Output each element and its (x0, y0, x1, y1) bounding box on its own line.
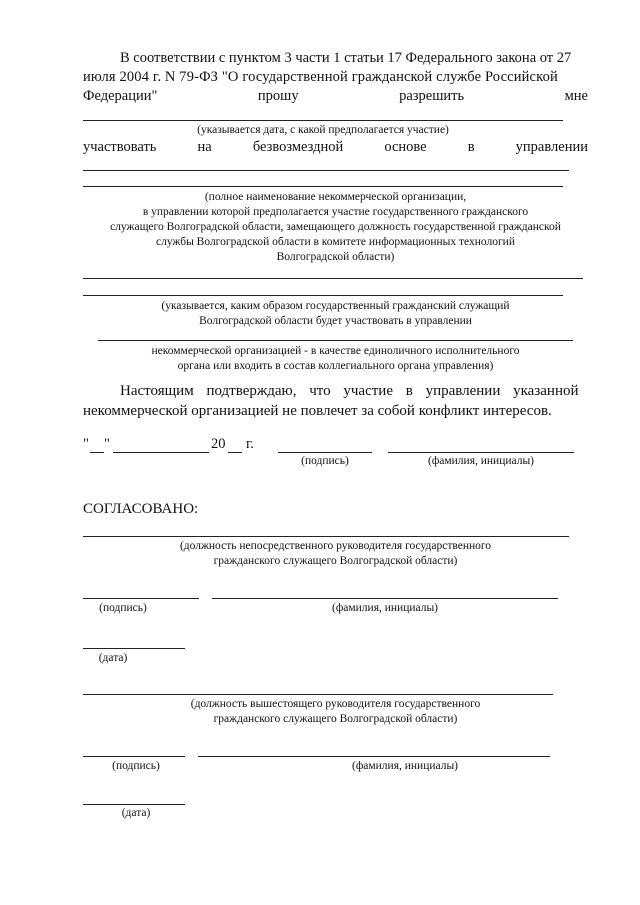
head2-date-field[interactable] (83, 804, 185, 805)
year-prefix: 20 (211, 436, 226, 452)
how-field-line-3[interactable] (98, 340, 573, 341)
hint-org-line: Волгоградской области) (276, 251, 395, 263)
date-line (83, 436, 89, 453)
name-field[interactable] (388, 452, 574, 453)
date-field-line[interactable] (83, 120, 563, 121)
name-label: (фамилия, инициалы) (427, 455, 535, 467)
head2-name-label: (фамилия, инициалы) (351, 760, 459, 772)
approved-title: СОГЛАСОВАНО: (83, 501, 199, 517)
intro-word: Федерации" (83, 88, 158, 104)
how-field-line-1[interactable] (83, 278, 583, 279)
confirm-text: Настоящим подтверждаю, что участие в управлении указанной (120, 383, 579, 399)
head1-date-label: (дата) (98, 652, 128, 664)
signature-field[interactable] (278, 452, 372, 453)
participate-word: на (197, 139, 212, 155)
participate-word: управлении (515, 139, 588, 155)
hint-how-line: Волгоградской области будет участвовать в управлении (199, 315, 472, 327)
quote-open: " (83, 436, 89, 452)
org-field-line-2[interactable] (83, 186, 563, 187)
participate-word: основе (384, 139, 427, 155)
intro-word: прошу (257, 88, 299, 104)
head2-signature-label: (подпись) (112, 760, 160, 772)
head2-position-field[interactable] (83, 694, 553, 695)
head1-position-field[interactable] (83, 536, 569, 537)
hint-how-line: некоммерческой организацией - в качестве единоличного исполнительного (151, 345, 520, 357)
hint-org-line: в управлении которой предполагается участие государственного гражданского (142, 206, 529, 218)
hint-how-2 (83, 344, 588, 374)
intro-word: разрешить (399, 88, 465, 104)
participate-word: участвовать (83, 139, 157, 155)
participate-word: безвозмездной (252, 139, 344, 155)
head1-date-field[interactable] (83, 648, 185, 649)
hint-org (83, 190, 588, 265)
hint-org-line: (полное наименование некоммерческой организации, (204, 191, 467, 203)
head2-hint-line: гражданского служащего Волгоградской области) (213, 713, 458, 725)
head2-hint (83, 697, 588, 727)
head1-signature-field[interactable] (83, 598, 199, 599)
hint-how-line: органа или входить в состав коллегиального органа управления) (177, 360, 494, 372)
day-field[interactable] (90, 452, 104, 453)
intro-word: мне (564, 88, 588, 104)
hint-date: (указывается дата, с какой предполагается участие) (197, 124, 449, 136)
head2-signature-field[interactable] (83, 756, 185, 757)
head1-hint (83, 539, 588, 569)
hint-org-line: службы Волгоградской области в комитете информационных технологий (155, 236, 515, 248)
head1-name-label: (фамилия, инициалы) (331, 602, 439, 614)
head1-hint-line: (должность непосредственного руководителя государственного (179, 540, 492, 552)
signature-label: (подпись) (301, 455, 349, 467)
how-field-line-2[interactable] (83, 295, 563, 296)
intro-line-1: В соответствии с пунктом 3 части 1 статьи 17 Федерального закона от 27 (120, 50, 572, 66)
year-suffix: г. (246, 436, 254, 452)
month-field[interactable] (113, 452, 209, 453)
hint-how (83, 299, 588, 329)
hint-how-line: (указывается, каким образом государственный гражданский служащий (161, 300, 510, 312)
org-field-line-1[interactable] (83, 170, 569, 171)
head1-name-field[interactable] (212, 598, 558, 599)
head2-name-field[interactable] (198, 756, 550, 757)
hint-org-line: служащего Волгоградской области, замещающего должность государственной гражданской (110, 221, 561, 233)
participate-line (83, 139, 588, 156)
participate-word: в (467, 139, 475, 155)
head2-hint-line: (должность вышестоящего руководителя государственного (190, 698, 481, 710)
head2-date-label: (дата) (121, 807, 151, 819)
intro-line-2: июля 2004 г. N 79-ФЗ "О государственной гражданской службе Российской (83, 69, 558, 85)
confirm-line-1 (120, 383, 588, 400)
year-field[interactable] (228, 452, 242, 453)
intro-line-3 (83, 88, 588, 105)
head1-signature-label: (подпись) (99, 602, 147, 614)
confirm-line-2: некоммерческой организацией не повлечет за собой конфликт интересов. (83, 403, 552, 419)
quote-close: " (104, 436, 110, 452)
head1-hint-line: гражданского служащего Волгоградской области) (213, 555, 458, 567)
